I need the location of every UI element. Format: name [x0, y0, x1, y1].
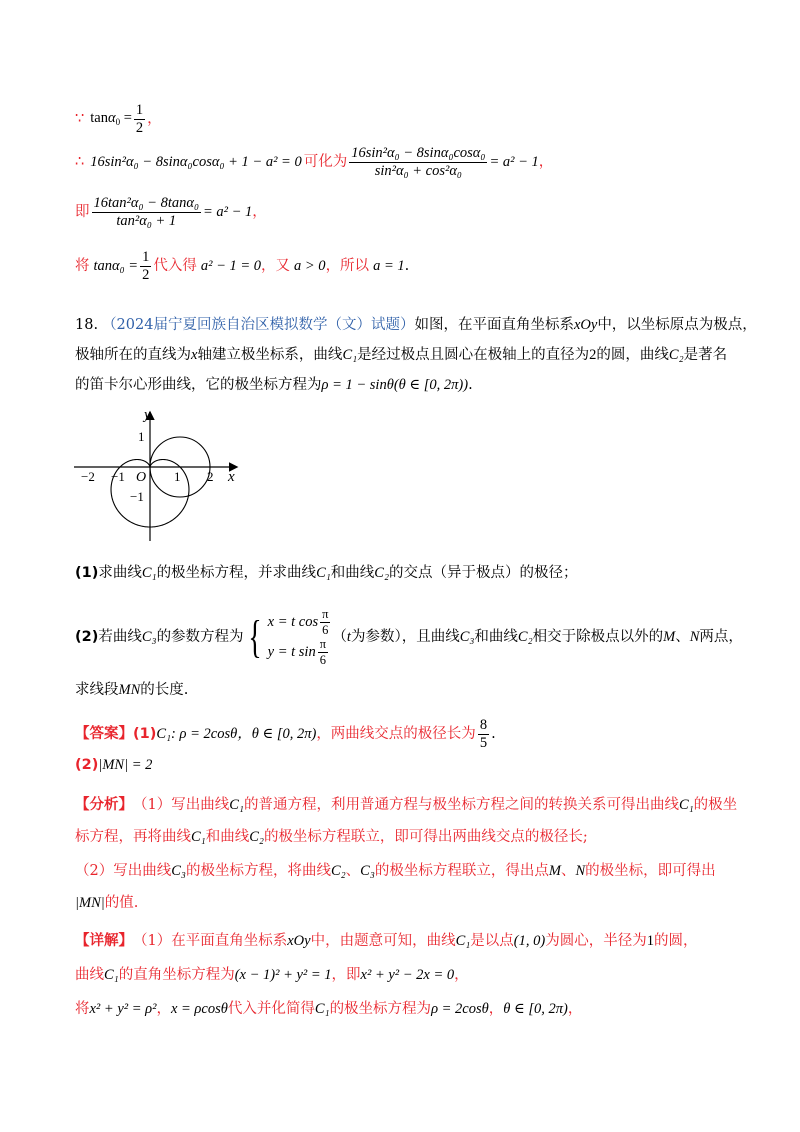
question-2 [75, 608, 743, 666]
detail-label: 【详解】 [75, 933, 133, 949]
detail-text: 为圆心，半径为 [545, 933, 647, 949]
text-also: ，又 [261, 257, 291, 274]
therefore-mark: ∴ [75, 153, 85, 170]
theta-range: θ ∈ [0, 2π) [503, 1001, 568, 1017]
analysis-text: 的极坐标方程，将曲线 [185, 863, 331, 879]
curve-c3: C₃ [171, 863, 186, 879]
var-x: x [191, 347, 198, 363]
text-substitute: 代入得 [153, 257, 197, 274]
numerator: π [322, 607, 329, 621]
punctuation: . [491, 725, 496, 742]
denominator: sin²α₀ + cos²α₀ [374, 162, 462, 179]
detail-line-3 [75, 1002, 582, 1017]
segment-mn: |MN| [75, 895, 105, 911]
curve-c1: C₁ [314, 1001, 330, 1017]
answer-line-1 [75, 718, 496, 750]
text-ji: 即 [75, 203, 90, 220]
y-axis-label: y [144, 407, 151, 423]
question-text: （ [332, 628, 347, 645]
problem-text: 轴建立极坐标系，曲线 [197, 347, 343, 363]
condition: a > 0 [294, 257, 326, 274]
question-text: 、 [675, 628, 690, 645]
analysis-text: 的极坐标方程联立，得出点 [374, 863, 549, 879]
derivation-line-1 [75, 103, 162, 135]
detail-text: 代入并化简得 [227, 1001, 315, 1017]
problem-text: 极轴所在的直线为 [75, 347, 191, 363]
segment-mn: MN [118, 682, 141, 698]
curve-c2: C₂ [517, 628, 533, 645]
tick-y-minus-1: −1 [130, 489, 144, 504]
question-text: 若曲线 [98, 628, 142, 645]
point-n: N [575, 863, 586, 879]
fraction-expression [349, 146, 487, 178]
detail-text: 将 [75, 1001, 90, 1017]
numerator: π [319, 637, 327, 651]
numerator: 16sin²α₀ − 8sinα₀cosα₀ [351, 145, 486, 161]
fraction-8-5 [478, 718, 489, 750]
equation: x² + y² = ρ² [89, 1001, 157, 1017]
parametric-system: { x = t cos $\frac{\pi}{6}$ y = t sin $\frac{\pi}{6}$ [247, 607, 329, 667]
question-text: 求曲线 [98, 565, 142, 581]
analysis-line-1 [75, 798, 737, 813]
x-axis-label: x [228, 469, 235, 485]
equation: (x − 1)² + y² = 1 [234, 967, 332, 983]
part-label: (1) [133, 725, 157, 742]
denominator: 2 [135, 119, 144, 136]
denominator: 6 [322, 622, 329, 637]
answer-equation: |MN| = 2 [98, 757, 153, 773]
answer-line-2 [75, 758, 152, 773]
analysis-text: 的极坐标方程联立，即可得出两曲线交点的极径长; [263, 829, 588, 845]
subscript: 0 [115, 117, 121, 127]
curve-c3: C₃ [459, 628, 475, 645]
punctuation: ， [538, 153, 554, 170]
because-mark: ∵ [75, 110, 85, 127]
fraction-half [134, 103, 145, 135]
point-m: M [548, 863, 561, 879]
alpha-symbol: α [107, 110, 116, 126]
detail-text: 的极坐标方程为 [329, 1001, 432, 1017]
analysis-text: 的普通方程，利用普通方程与极坐标方程之间的转换关系可得出曲线 [243, 797, 679, 813]
analysis-text: 的极坐 [693, 797, 738, 813]
detail-text: ， [454, 967, 469, 983]
curve-c1: C₁ [455, 933, 471, 949]
answer-range: ，θ ∈ [0, 2π) [237, 725, 317, 742]
punctuation: ， [147, 110, 162, 127]
analysis-text: 和曲线 [205, 829, 250, 845]
curve-c1: C₁ [678, 797, 694, 813]
question-text: 和曲线 [330, 565, 375, 581]
detail-text: （1）在平面直角坐标系 [133, 933, 288, 949]
param-y: y = t sin [267, 643, 316, 660]
point-n: N [689, 628, 700, 645]
detail-text: ， [156, 1001, 171, 1017]
punctuation: . [404, 257, 410, 274]
tick-x-1: 1 [174, 469, 181, 484]
question-text: 为参数），且曲线 [350, 628, 460, 645]
tick-x-minus-2: −2 [81, 469, 95, 484]
equation-rhs: = a² − 1 [489, 153, 539, 170]
param-x: x = t cos [267, 613, 319, 630]
equation: ρ = 2cosθ [431, 1001, 489, 1017]
question-text: 和曲线 [474, 628, 518, 645]
tan-text: tan [90, 110, 108, 126]
question-label: (1) [75, 565, 99, 581]
curve-c2: C₂ [330, 863, 346, 879]
equals: = [120, 110, 132, 126]
analysis-line-4 [75, 896, 138, 911]
analysis-label: 【分析】 [75, 797, 133, 813]
derivation-line-2 [75, 146, 553, 178]
detail-text: ，即 [331, 967, 361, 983]
equation-lhs: 16sin²α₀ − 8sinα₀cosα₀ + 1 − a² = 0 [90, 153, 302, 170]
coordinate-system: xOy [573, 317, 598, 333]
polar-equation: ρ = 1 − sinθ [321, 377, 394, 393]
equation: a² − 1 = 0 [200, 257, 262, 274]
denominator: 5 [479, 734, 488, 751]
question-text: 求线段 [75, 682, 119, 698]
analysis-text: （2）写出曲线 [75, 863, 172, 879]
problem-text: 如图，在平面直角坐标系 [414, 317, 574, 333]
part-label: (2) [75, 757, 99, 773]
tick-x-minus-1: −1 [111, 469, 125, 484]
question-text: 的参数方程为 [156, 628, 244, 645]
answer-label: 【答案】 [75, 725, 133, 742]
number: 1 [646, 933, 654, 949]
analysis-text: 、 [345, 863, 361, 879]
point-m: M [663, 628, 676, 645]
question-text: 的交点（异于极点）的极径； [389, 565, 578, 581]
answer-equation: C₁: ρ = 2cosθ [156, 725, 238, 742]
curve-c1: C₁ [316, 565, 331, 581]
curve-c3: C₃ [141, 628, 157, 645]
problem-18-line-1 [75, 318, 757, 333]
detail-text: 曲线 [75, 967, 104, 983]
tick-y-1: 1 [138, 429, 145, 444]
detail-text: 是以点 [470, 933, 514, 949]
analysis-text: 的值. [104, 895, 139, 911]
detail-line-1 [75, 934, 697, 949]
detail-line-2 [75, 968, 469, 983]
problem-text: 的圆，曲线 [596, 347, 669, 363]
fraction-half [140, 250, 151, 282]
question-2-line-2 [75, 683, 188, 698]
denominator: tan²α₀ + 1 [116, 212, 177, 229]
curve-c1: C₁ [229, 797, 244, 813]
curve-c3: C₃ [360, 863, 375, 879]
problem-text: 的笛卡尔心形曲线，它的极坐标方程为 [75, 377, 322, 393]
detail-text: 的圆， [653, 933, 698, 949]
origin-label: O [136, 470, 147, 485]
problem-18-line-3 [75, 378, 473, 393]
text-can-simplify: 可化为 [303, 153, 348, 170]
text-so: ，所以 [325, 257, 370, 274]
detail-text: 的直角坐标方程为 [118, 967, 235, 983]
question-label: (2) [75, 628, 99, 645]
answer-text: ，两曲线交点的极径长为 [316, 725, 476, 742]
equation-rhs: = a² − 1 [203, 203, 253, 220]
problem-text: 是经过极点且圆心在极轴上的直径为 [357, 347, 590, 363]
point-center: (1, 0) [513, 933, 546, 949]
tan-alpha-expr: tanα₀ = [93, 257, 139, 274]
analysis-text: 的极坐标，即可得出 [585, 863, 716, 879]
denominator: 2 [142, 266, 150, 283]
punctuation: ， [252, 203, 267, 220]
detail-text: 中，由题意可知，曲线 [310, 933, 456, 949]
detail-text: ， [567, 1001, 583, 1017]
problem-source: （2024届宁夏回族自治区模拟数学（文）试题） [102, 317, 415, 333]
number: 2 [589, 347, 597, 363]
result: a = 1 [373, 257, 405, 274]
question-text: 两点， [699, 628, 743, 645]
problem-text: 中，以坐标原点为极点， [597, 317, 757, 333]
text-jiang: 将 [75, 257, 90, 274]
question-text: 的极坐标方程，并求曲线 [156, 565, 317, 581]
question-text: 相交于除极点以外的 [532, 628, 664, 645]
curve-c2: C₂ [249, 829, 264, 845]
derivation-line-3 [75, 196, 267, 228]
punctuation: . [468, 377, 473, 393]
curve-c1: C₁ [191, 829, 206, 845]
numerator: 8 [479, 717, 488, 733]
curve-c2: C₂ [374, 565, 389, 581]
analysis-text: 、 [560, 863, 576, 879]
question-1 [75, 566, 578, 581]
curve-c2: C₂ [668, 347, 684, 363]
derivation-line-4 [75, 250, 409, 282]
coordinate-system: xOy [287, 933, 311, 949]
analysis-line-2 [75, 830, 588, 845]
problem-number: 18. [75, 317, 99, 333]
analysis-text: （1）写出曲线 [133, 797, 230, 813]
polar-curves-figure [70, 405, 250, 545]
fraction-tan-expression [92, 196, 202, 228]
curve-c1: C₁ [342, 347, 358, 363]
numerator: 1 [142, 249, 150, 265]
question-text: 的长度. [140, 682, 189, 698]
numerator: 16tan²α₀ − 8tanα₀ [93, 195, 199, 211]
detail-text: ， [488, 1001, 504, 1017]
equation: x = ρcosθ [170, 1001, 228, 1017]
problem-text: 是著名 [683, 347, 728, 363]
curve-c1: C₁ [141, 565, 157, 581]
problem-18-line-2 [75, 348, 727, 363]
denominator: 6 [319, 652, 326, 667]
analysis-text: 标方程，再将曲线 [75, 829, 191, 845]
analysis-line-3 [75, 864, 716, 879]
numerator: 1 [135, 102, 144, 118]
equation: x² + y² − 2x = 0 [360, 967, 455, 983]
param-t: t [346, 628, 351, 645]
tick-x-2: 2 [207, 469, 214, 484]
curve-c1: C₁ [104, 967, 119, 983]
theta-range: (θ ∈ [0, 2π)) [393, 377, 469, 393]
